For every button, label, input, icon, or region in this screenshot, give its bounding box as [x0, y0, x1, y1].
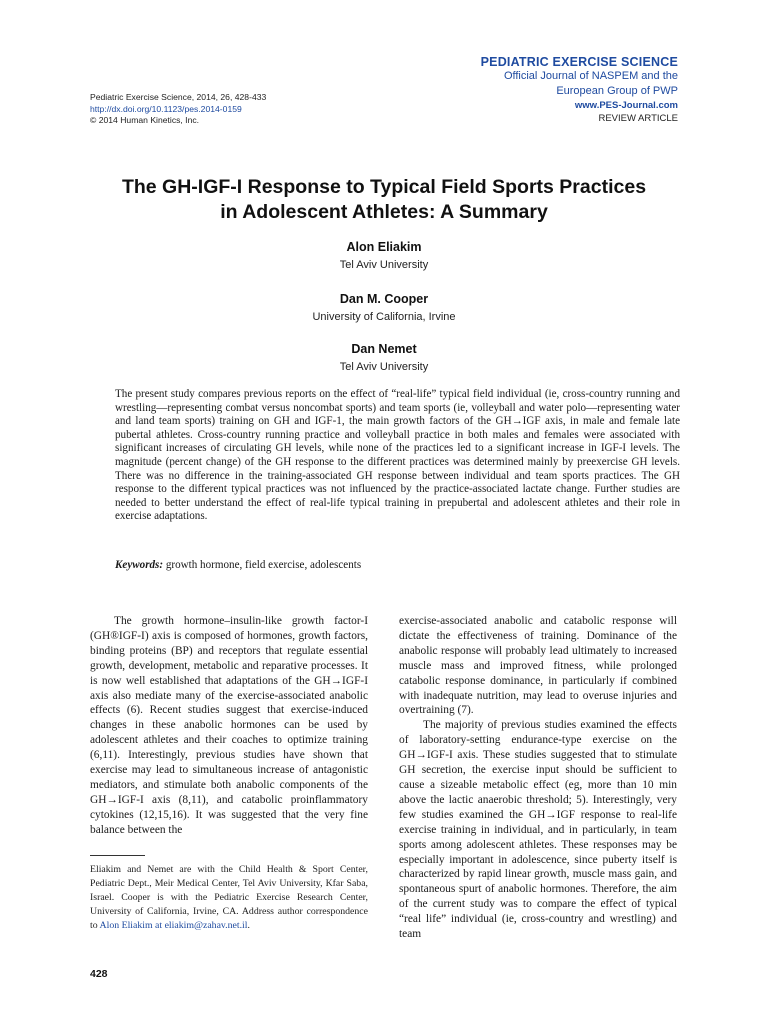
body-column-left: [90, 614, 368, 838]
body-column-right: [399, 614, 677, 942]
journal-url-link[interactable]: www.PES-Journal.com: [574, 100, 678, 111]
journal-subtitle-2: European Group of PWP: [556, 85, 678, 97]
email-link[interactable]: Alon Eliakim at eliakim@zahav.net.il: [99, 920, 248, 931]
paragraph: exercise-associated anabolic and catabolic response will dictate the effectiveness of training. Dominance of the anabolic response will probably lead ultimately to increased muscle mass and improved fitness, while prolonged catabolic response dominance, in particularly if combined with inadequate nutrition, may lead to overuse injuries and overtraining (7).: [399, 615, 677, 717]
journal-name: PEDIATRIC EXERCISE SCIENCE: [480, 55, 678, 69]
keywords: [115, 559, 680, 573]
author-affiliation: Tel Aviv University: [339, 361, 429, 373]
author-3: [0, 342, 768, 373]
keywords-text: growth hormone, field exercise, adolescents: [165, 559, 362, 571]
author-name: Dan M. Cooper: [339, 292, 429, 306]
title-line-2: in Adolescent Athletes: A Summary: [220, 201, 548, 223]
author-affiliation: Tel Aviv University: [339, 259, 429, 271]
article-type: REVIEW ARTICLE: [598, 113, 678, 124]
citation-line: Pediatric Exercise Science, 2014, 26, 428-433: [90, 92, 267, 102]
paragraph: The growth hormone–insulin-like growth factor-I (GH®IGF-I) axis is composed of hormones, growth factors, binding proteins (BP) and receptors that regulate essential growth, development, metabolic and reparative processes. It is now well established that adaptations of the GH→IGF-I axis also mediate many of the exercise-associated anabolic effects (6). Recent studies suggest that exercise-induced changes in these anabolic hormones can be used by adolescent athletes and their coaches to optimize training (6,11). Interestingly, previous studies have shown that exercise may lead to simultaneous increase of antagonistic mediators, and stimulate both anabolic components of the GH→IGF-I axis (8,11), and catabolic proinflammatory cytokines (12,15,16). It was suggested that the very fine balance between the: [90, 615, 368, 836]
author-footnote: [90, 863, 368, 933]
journal-subtitle-1: Official Journal of NASPEM and the: [503, 70, 678, 82]
paragraph: The majority of previous studies examined the effects of laboratory-setting endurance-type exercise on the GH→IGF-I axis. These studies suggested that to stimulate GH secretion, the exercise input should be sufficient to cause a sizeable metabolic effect (eg, more than 10 min above the lactic anaerobic threshold; 5). Interestingly, very few studies examined the GH→IGF response to real-life exercise training in individual, and in particularly, in team sports among adolescent athletes. These responses may be especially important in adolescence, since puberty itself is characterized by rapid linear growth, muscle mass gain, and spontaneous spurt of anabolic hormones. Therefore, the aim of the current study was to compare the effect of typical “real life” individual (ie, cross-country and wrestling) and team: [399, 719, 677, 941]
author-2: [0, 292, 768, 323]
journal-header: [481, 55, 678, 124]
article-title: [80, 175, 688, 225]
author-affiliation: University of California, Irvine: [312, 311, 456, 323]
page-number: 428: [90, 968, 108, 980]
author-1: [0, 240, 768, 271]
author-name: Dan Nemet: [351, 342, 417, 356]
abstract: The present study compares previous reports on the effect of “real-life” typical field individual (ie, cross-country running and wrestling—representing combat versus noncombat sports) and team sports (ie, volleyball and water polo—representing water and land team sports) training on GH and IGF-1, the main growth factors of the GH→IGF axis, in male and female late pubertal athletes. Cross-country running practice and volleyball practice in both males and females were associated with significant increases of circulating GH levels, while none of the practices led to a significant increase in IGF-I levels. The magnitude (percent change) of the GH response to the different practices was determined mainly by preexercise GH levels. There was no difference in the training-associated GH response between individual and team sports practices. The GH response to the different typical practices was not influenced by the practice-associated lactate change. Further studies are needed to better understand the effect of real-life typical training in prepubertal and adolescent athletes and their role in exercise adaptations.: [115, 388, 680, 523]
copyright: © 2014 Human Kinetics, Inc.: [90, 115, 200, 125]
author-name: Alon Eliakim: [346, 240, 422, 254]
footnote-end: .: [247, 920, 250, 931]
doi-link[interactable]: http://dx.doi.org/10.1123/pes.2014-0159: [90, 103, 242, 114]
footnote-text: Eliakim and Nemet are with the Child Health & Sport Center, Pediatric Dept., Meir Medical Center, Tel Aviv University, Kfar Saba, Israel. Cooper is with the Pediatric Exercise Research Center, University of California, Irvine, CA. Address author correspondence to: [90, 864, 368, 931]
citation-block: [90, 92, 266, 127]
keywords-label: Keywords:: [115, 559, 164, 571]
footnote-divider: [90, 855, 145, 856]
title-line-1: The GH-IGF-I Response to Typical Field Sports Practices: [121, 176, 647, 198]
